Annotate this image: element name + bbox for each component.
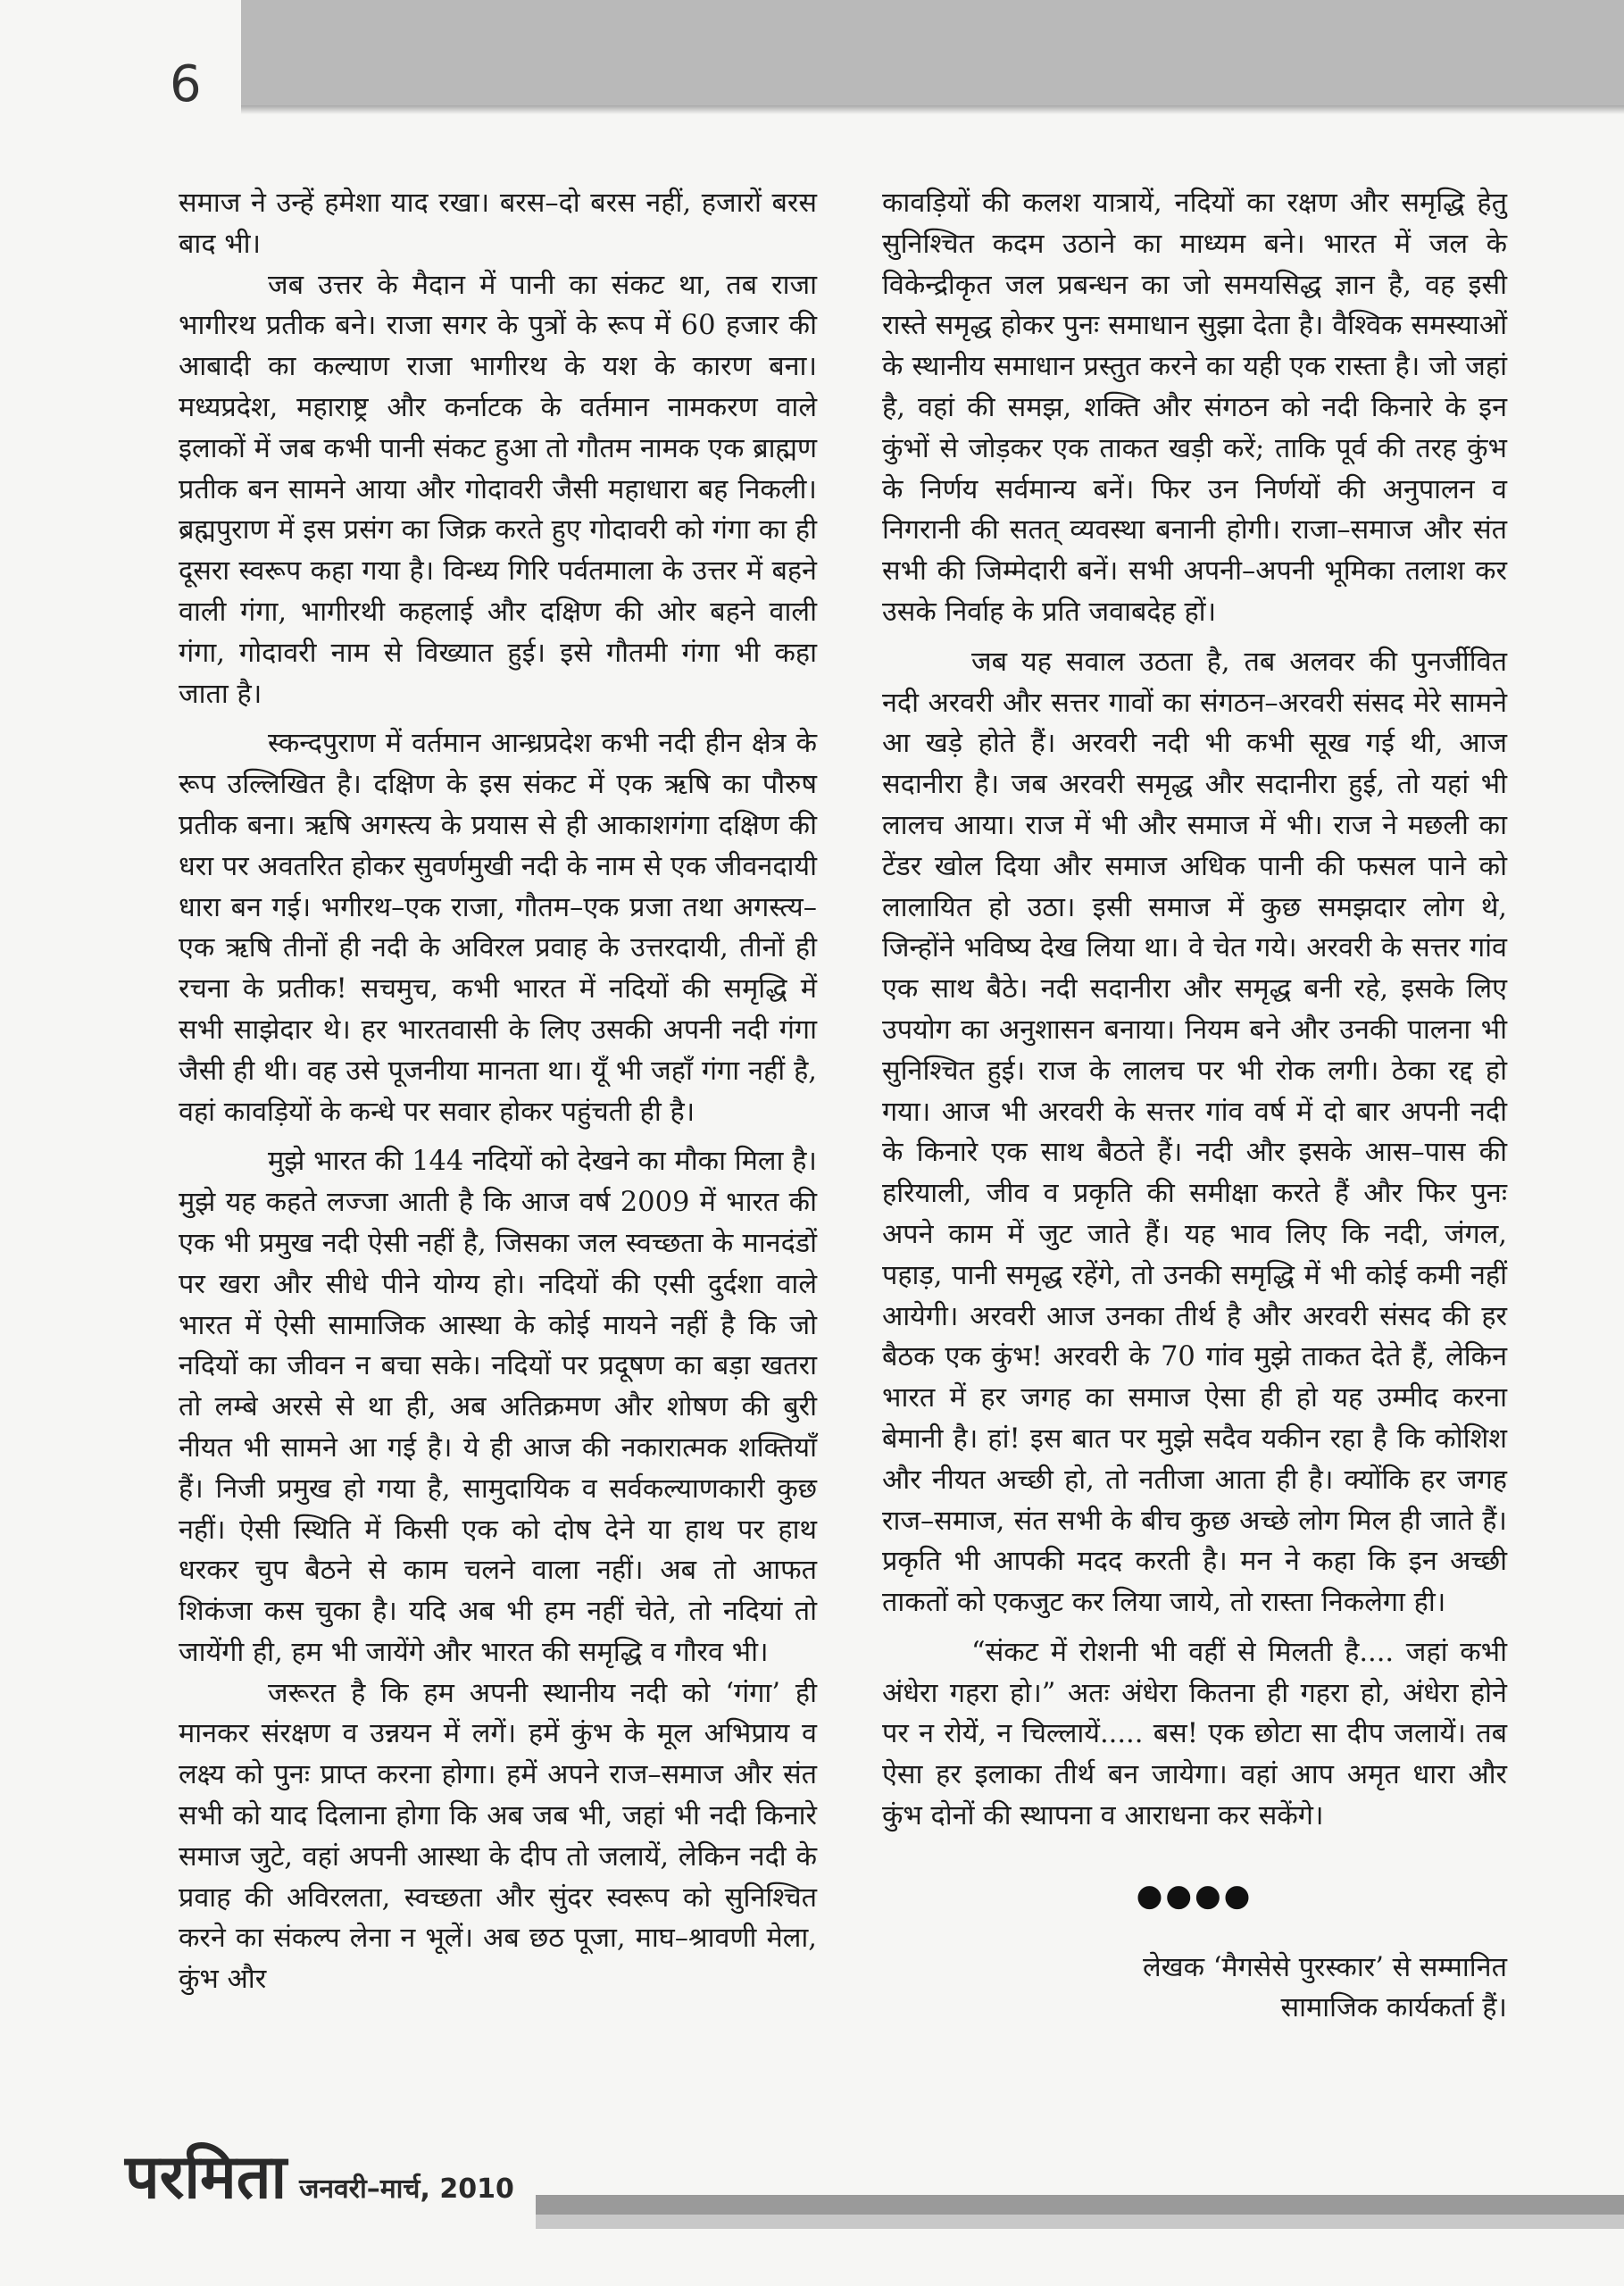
left-paragraph-1: समाज ने उन्हें हमेशा याद रखा। बरस–दो बरस नहीं, हजारों बरस बाद भी। <box>179 188 817 260</box>
left-column <box>179 183 817 2000</box>
bottom-gray-band <box>536 2195 1624 2215</box>
right-column <box>882 183 1507 2029</box>
left-paragraph-4: मुझे भारत की 144 नदियों को देखने का मौका मिला है। मुझे यह कहते लज्जा आती है कि आज वर्ष 2009 में भारत की एक भी प्रमुख नदी ऐसी नहीं है, जिसका जल स्वच्छता के मानदंडों पर खरा और सीधे पीने योग्य हो। नदियों की एसी दुर्दशा वाले भारत में ऐसी सामाजिक आस्था के कोई मायने नहीं है कि जो नदियों का जीवन न बचा सके। नदियों पर प्रदूषण का बड़ा खतरा तो लम्बे अरसे से था ही, अब अतिक्रमण और शोषण की बुरी नीयत भी सामने आ गई है। ये ही आज की नकारात्मक शक्तियाँ हैं। निजी प्रमुख हो गया है, सामुदायिक व सर्वकल्याणकारी कुछ नहीं। ऐसी स्थिति में किसी एक को दोष देने या हाथ पर हाथ धरकर चुप बैठने से काम चलने वाला नहीं। अब तो आफत शिकंजा कस चुका है। यदि अब भी हम नहीं चेते, तो नदियां तो जायेंगी ही, हम भी जायेंगे और भारत की समृद्धि व गौरव भी। <box>179 1146 817 1668</box>
right-paragraph-3: “संकट में रोशनी भी वहीं से मिलती है.... जहां कभी अंधेरा गहरा हो।” अतः अंधेरा कितना ही गहरा हो, अंधेरा होने पर न रोयें, न चिल्लायें..... बस! एक छोटा सा दीप जलायें। तब ऐसा हर इलाका तीर्थ बन जायेगा। वहां आप अमृत धारा और कुंभ दोनों की स्थापना व आराधना कर सकेंगे। <box>882 1636 1507 1832</box>
author-note-line-2: सामाजिक कार्यकर्ता हैं। <box>1280 1992 1507 2024</box>
left-paragraph-2: जब उत्तर के मैदान में पानी का संकट था, तब राजा भागीरथ प्रतीक बने। राजा सगर के पुत्रों के रूप में 60 हजार की आबादी का कल्याण राजा भागीरथ के यश के कारण बना। मध्यप्रदेश, महाराष्ट्र और कर्नाटक के वर्तमान नामकरण वाले इलाकों में जब कभी पानी संकट हुआ तो गौतम नामक एक ब्राह्मण प्रतीक बन सामने आया और गोदावरी जैसी महाधारा बह निकली। ब्रह्मपुराण में इस प्रसंग का जिक्र करते हुए गोदावरी को गंगा का ही दूसरा स्वरूप कहा गया है। विन्ध्य गिरि पर्वतमाला के उत्तर में बहने वाली गंगा, भागीरथी कहलाई और दक्षिण की ओर बहने वाली गंगा, गोदावरी नाम से विख्यात हुई। इसे गौतमी गंगा भी कहा जाता है। <box>179 269 817 710</box>
issue-date: जनवरी–मार्च, 2010 <box>299 2173 514 2205</box>
left-paragraph-5: जरूरत है कि हम अपनी स्थानीय नदी को ‘गंगा’ ही मानकर संरक्षण व उन्नयन में लगें। हमें कुंभ के मूल अभिप्राय व लक्ष्य को पुनः प्राप्त करना होगा। हमें अपने राज–समाज और संत सभी को याद दिलाना होगा कि अब जब भी, जहां भी नदी किनारे समाज जुटे, वहां अपनी आस्था के दीप तो जलायें, लेकिन नदी के प्रवाह की अविरलता, स्वच्छता और सुंदर स्वरूप को सुनिश्चित करने का संकल्प लेना न भूलें। अब छठ पूजा, माघ–श्रावणी मेला, कुंभ और <box>179 1677 817 1996</box>
footer <box>125 2132 514 2213</box>
right-paragraph-1: कावड़ियों की कलश यात्रायें, नदियों का रक्षण और समृद्धि हेतु सुनिश्चित कदम उठाने का माध्यम बने। भारत में जल के विकेन्द्रीकृत जल प्रबन्धन का जो समयसिद्ध ज्ञान है, वह इसी रास्ते समृद्ध होकर पुनः समाधान सुझा देता है। वैश्विक समस्याओं के स्थानीय समाधान प्रस्तुत करने का यही एक रास्ता है। जो जहां है, वहां की समझ, शक्ति और संगठन को नदी किनारे के इन कुंभों से जोड़कर एक ताकत खड़ी करें; ताकि पूर्व की तरह कुंभ के निर्णय सर्वमान्य बनें। फिर उन निर्णयों की अनुपालन व निगरानी की सतत् व्यवस्था बनानी होगी। राजा–समाज और संत सभी की जिम्मेदारी बनें। सभी अपनी–अपनी भूमिका तलाश कर उसके निर्वाह के प्रति जवाबदेह हों। <box>882 188 1507 628</box>
bottom-light-band <box>536 2215 1624 2229</box>
author-note-line-1: लेखक ‘मैगसेसे पुरस्कार’ से सम्मानित <box>1142 1951 1507 1983</box>
section-separator: ●●●● <box>1136 1877 1253 1914</box>
author-note <box>882 1948 1507 2030</box>
page-number: 6 <box>170 55 202 113</box>
top-gray-band <box>241 0 1624 105</box>
right-paragraph-2: जब यह सवाल उठता है, तब अलवर की पुनर्जीवित नदी अरवरी और सत्तर गावों का संगठन–अरवरी संसद मेरे सामने आ खड़े होते हैं। अरवरी नदी भी कभी सूख गई थी, आज सदानीरा है। जब अरवरी समृद्ध और सदानीरा हुई, तो यहां भी लालच आया। राज में भी और समाज में भी। राज ने मछली का टेंडर खोल दिया और समाज अधिक पानी की फसल पाने को लालायित हो उठा। इसी समाज में कुछ समझदार लोग थे, जिन्होंने भविष्य देख लिया था। वे चेत गये। अरवरी के सत्तर गांव एक साथ बैठे। नदी सदानीरा और समृद्ध बनी रहे, इसके लिए उपयोग का अनुशासन बनाया। नियम बने और उनकी पालना भी सुनिश्चित हुई। राज के लालच पर भी रोक लगी। ठेका रद्द हो गया। आज भी अरवरी के सत्तर गांव वर्ष में दो बार अपनी नदी के किनारे एक साथ बैठते हैं। नदी और इसके आस–पास की हरियाली, जीव व प्रकृति की समीक्षा करते हैं और फिर पुनः अपने काम में जुट जाते हैं। यह भाव लिए कि नदी, जंगल, पहाड़, पानी समृद्ध रहेंगे, तो उनकी समृद्धि में भी कोई कमी नहीं आयेगी। अरवरी आज उनका तीर्थ है और अरवरी संसद की हर बैठक एक कुंभ! अरवरी के 70 गांव मुझे ताकत देते हैं, लेकिन भारत में हर जगह का समाज ऐसा ही हो यह उम्मीद करना बेमानी है। हां! इस बात पर मुझे सदैव यकीन रहा है कि कोशिश और नीयत अच्छी हो, तो नतीजा आता ही है। क्योंकि हर जगह राज–समाज, संत सभी के बीच कुछ अच्छे लोग मिल ही जाते हैं। प्रकृति भी आपकी मदद करती है। मन ने कहा कि इन अच्छी ताकतों को एकजुट कर लिया जाये, तो रास्ता निकलेगा ही। <box>882 646 1507 1619</box>
left-paragraph-3: स्कन्दपुराण में वर्तमान आन्ध्रप्रदेश कभी नदी हीन क्षेत्र के रूप उल्लिखित है। दक्षिण के इस संकट में एक ऋषि का पौरुष प्रतीक बना। ऋषि अगस्त्य के प्रयास से ही आकाशगंगा दक्षिण की धरा पर अवतरित होकर सुवर्णमुखी नदी के नाम से एक जीवनदायी धारा बन गई। भगीरथ–एक राजा, गौतम–एक प्रजा तथा अगस्त्य– एक ऋषि तीनों ही नदी के अविरल प्रवाह के उत्तरदायी, तीनों ही रचना के प्रतीक! सचमुच, कभी भारत में नदियों की समृद्धि में सभी साझेदार थे। हर भारतवासी के लिए उसकी अपनी नदी गंगा जैसी ही थी। वह उसे पूजनीया मानता था। यूँ भी जहाँ गंगा नहीं है, वहां कावड़ियों के कन्धे पर सवार होकर पहुंचती ही है। <box>179 728 817 1128</box>
magazine-brand: परमिता <box>125 2142 287 2213</box>
top-band-shadow <box>241 105 1624 114</box>
